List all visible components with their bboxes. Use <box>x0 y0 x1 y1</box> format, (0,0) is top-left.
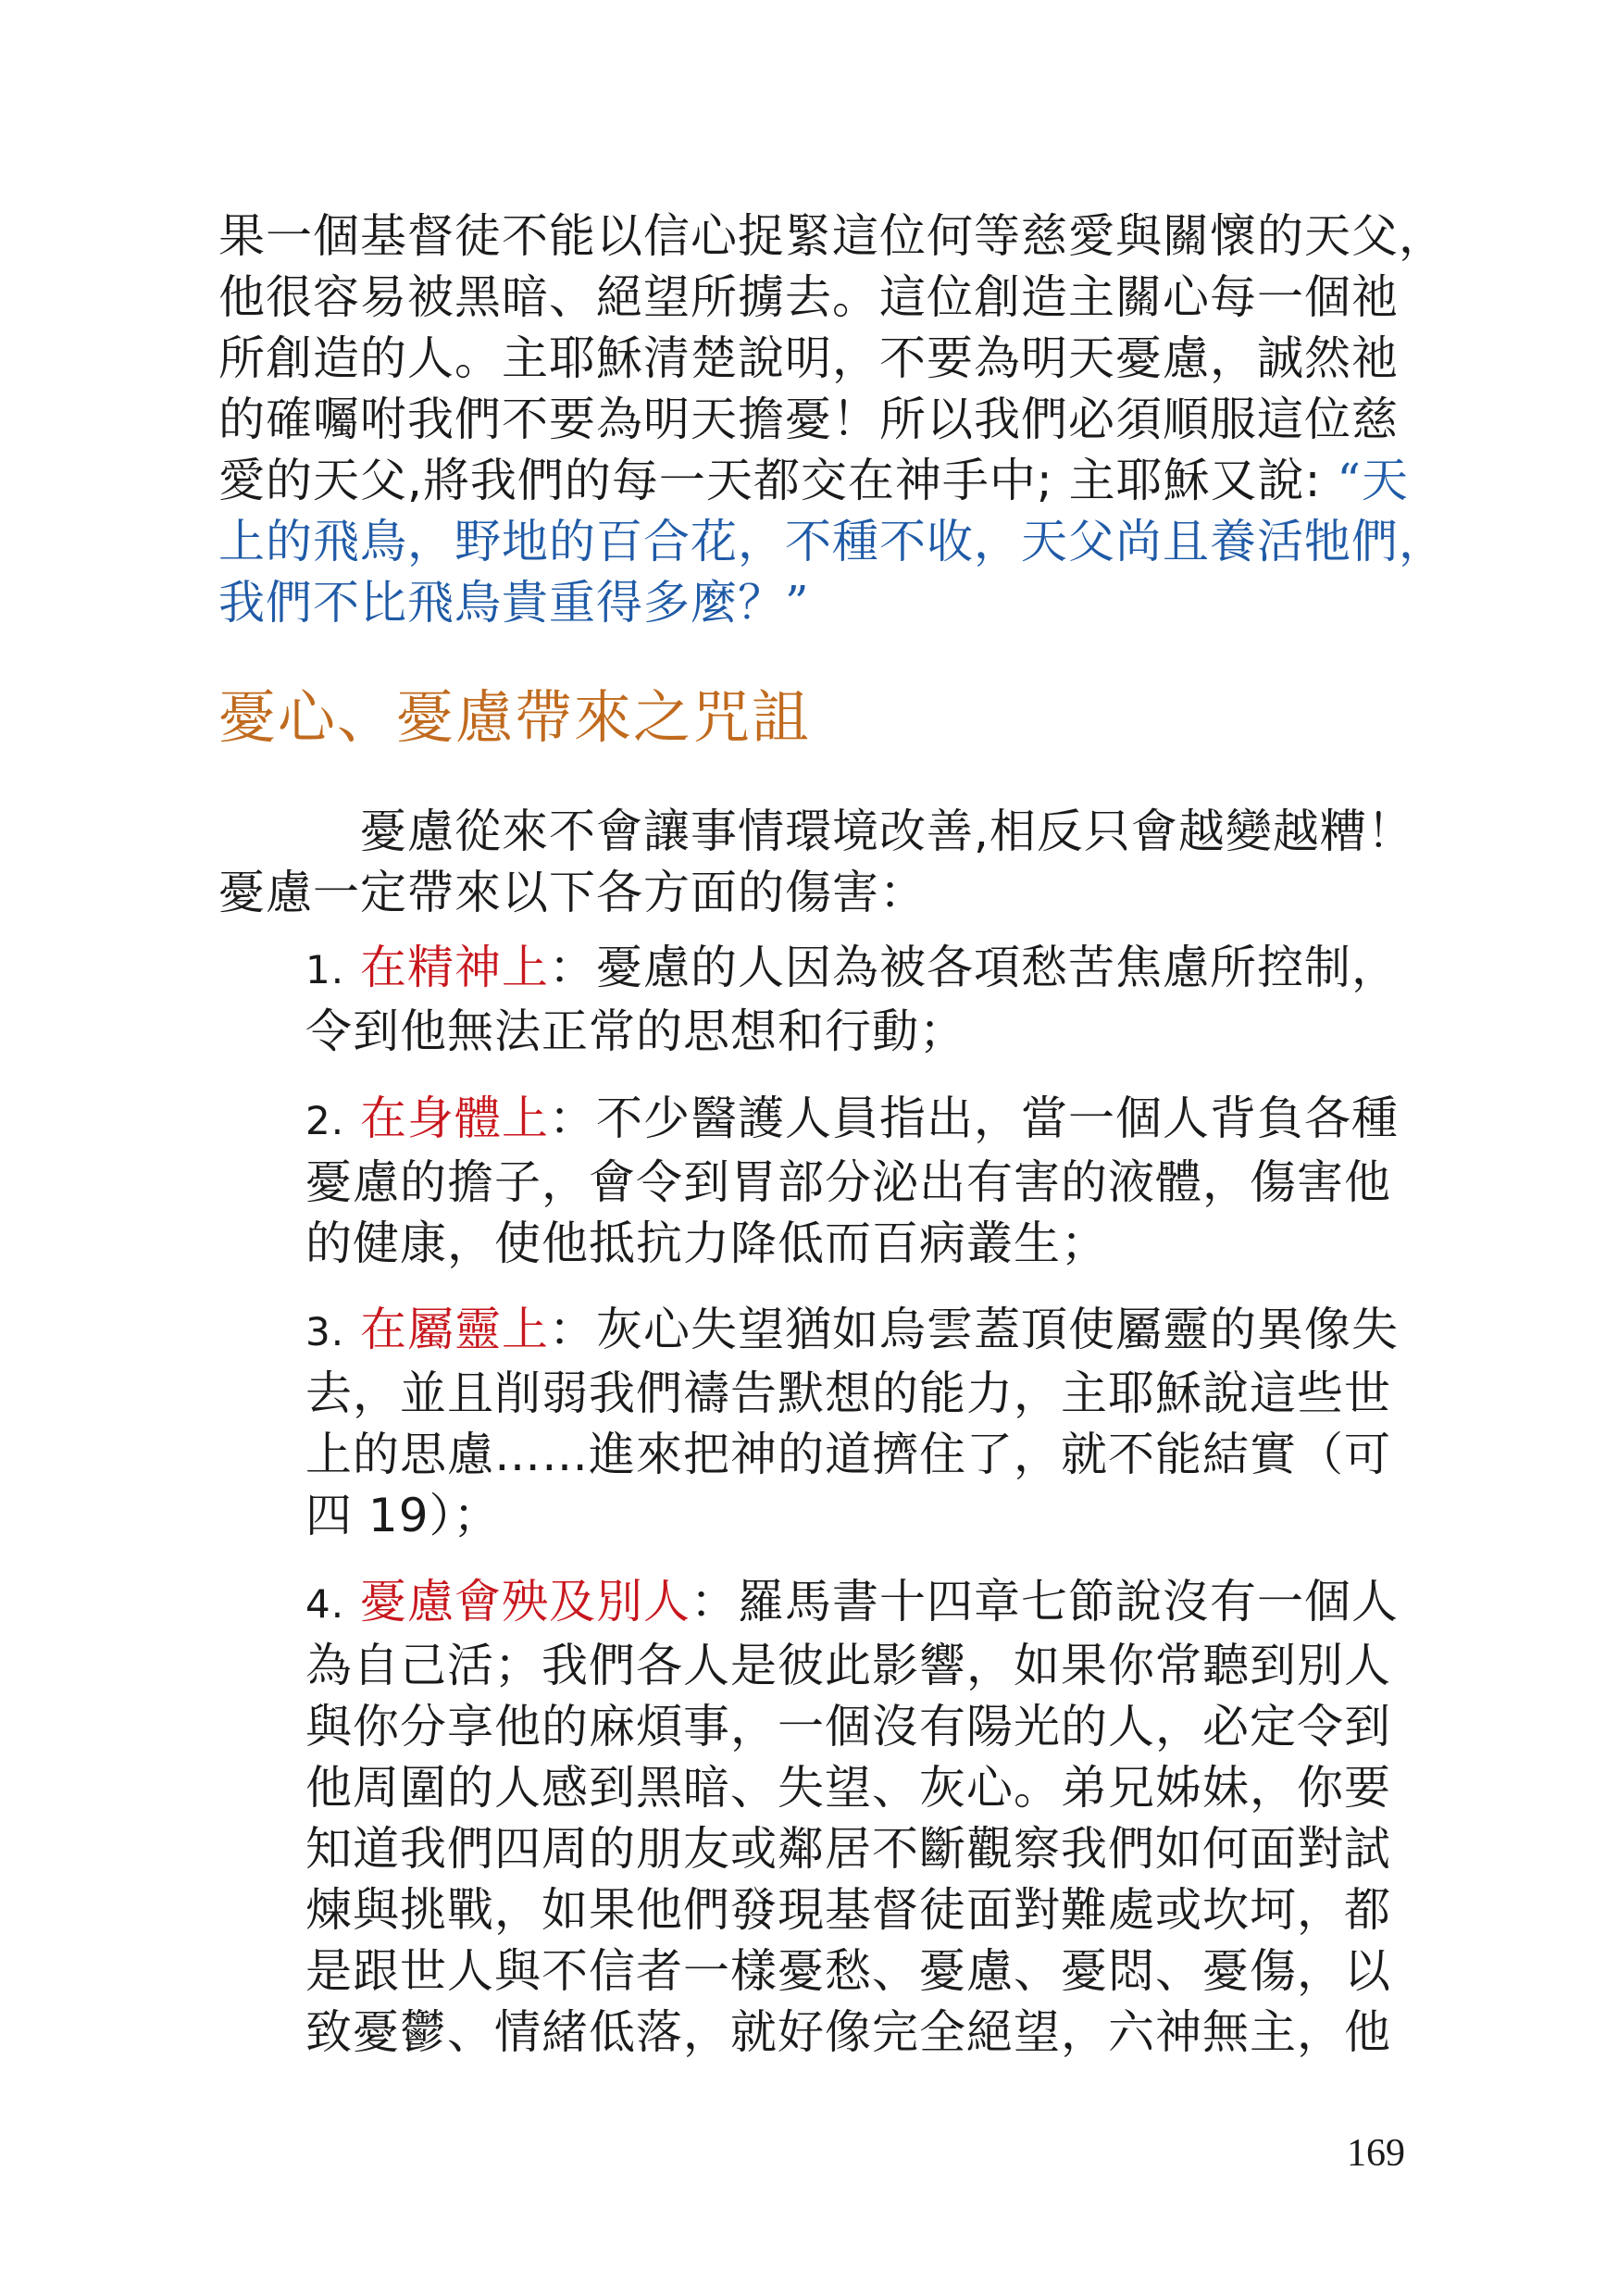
paragraph-line: 他很容易被黑暗、絕望所擄去。這位創造主關心每一個祂 <box>218 270 1399 324</box>
item-line: 上的思慮……進來把神的道擠住了，就不能結實（可 <box>305 1428 1391 1481</box>
item-line: 四 19）； <box>305 1489 501 1542</box>
item-line: 知道我們四周的朋友或鄰居不斷觀察我們如何面對試 <box>305 1822 1391 1876</box>
item-line: 令到他無法正常的思想和行動； <box>305 1004 966 1058</box>
item-text: ：不少醫護人員指出，當一個人背負各種 <box>548 1092 1399 1145</box>
page-number: 169 <box>1347 2132 1405 2175</box>
paragraph-line: 所創造的人。主耶穌清楚說明，不要為明天憂慮，誠然祂 <box>218 331 1399 385</box>
scripture-quote-start: “天 <box>1337 454 1409 507</box>
list-item <box>305 937 1416 1062</box>
item-line: 煉與挑戰，如果他們發現基督徒面對難處或坎坷，都 <box>305 1883 1391 1937</box>
scripture-quote-line: 我們不比飛鳥貴重得多麼？” <box>218 576 810 630</box>
intro-paragraph <box>218 801 1413 923</box>
item-number: 2. <box>305 1098 345 1143</box>
list-item <box>305 1088 1416 1274</box>
item-line: 的健康，使他抵抗力降低而百病叢生； <box>305 1217 1108 1270</box>
item-title: 在屬靈上 <box>359 1303 549 1356</box>
paragraph-line: 憂慮一定帶來以下各方面的傷害： <box>218 866 927 919</box>
scripture-quote-line: 上的飛鳥，野地的百合花，不種不收，天父尚且養活牠們， <box>218 515 1446 568</box>
paragraph-line <box>218 450 1413 511</box>
item-title: 憂慮會殃及別人 <box>359 1575 691 1628</box>
item-text: ：羅馬書十四章七節說沒有一個人 <box>690 1575 1399 1628</box>
item-number: 4. <box>305 1581 345 1627</box>
section-heading: 憂心、憂慮帶來之咒詛 <box>218 683 812 751</box>
item-line: 為自己活；我們各人是彼此影響，如果你常聽到別人 <box>305 1639 1391 1692</box>
paragraph-text: 愛的天父,將我們的每一天都交在神手中; 主耶穌又說: <box>218 454 1338 507</box>
item-line: 致憂鬱、情緒低落，就好像完全絕望，六神無主，他 <box>305 2005 1391 2059</box>
paragraph-line: 果一個基督徒不能以信心捉緊這位何等慈愛與關懷的天父， <box>218 209 1446 263</box>
item-text: ：憂慮的人因為被各項愁苦焦慮所控制， <box>548 941 1399 994</box>
paragraph-line: 憂慮從來不會讓事情環境改善,相反只會越變越糟！ <box>218 805 1414 858</box>
item-title: 在精神上 <box>359 941 549 994</box>
item-line: 與你分享他的麻煩事，一個沒有陽光的人，必定令到 <box>305 1700 1391 1753</box>
continuation-paragraph <box>218 206 1446 633</box>
item-number: 1. <box>305 947 345 992</box>
item-text: ：灰心失望猶如烏雲蓋頂使屬靈的異像失 <box>548 1303 1399 1356</box>
item-title: 在身體上 <box>359 1092 549 1145</box>
item-line: 是跟世人與不信者一樣憂愁、憂慮、憂悶、憂傷，以 <box>305 1944 1391 1998</box>
item-line: 他周圍的人感到黑暗、失望、灰心。弟兄姊妹，你要 <box>305 1761 1391 1815</box>
item-number: 3. <box>305 1309 345 1354</box>
item-line: 去，並且削弱我們禱告默想的能力，主耶穌說這些世 <box>305 1366 1391 1420</box>
paragraph-line: 的確囑咐我們不要為明天擔憂！所以我們必須順服這位慈 <box>218 393 1399 446</box>
item-line: 憂慮的擔子，會令到胃部分泌出有害的液體，傷害他 <box>305 1155 1391 1209</box>
list-item <box>305 1571 1416 2063</box>
list-item <box>305 1299 1416 1546</box>
